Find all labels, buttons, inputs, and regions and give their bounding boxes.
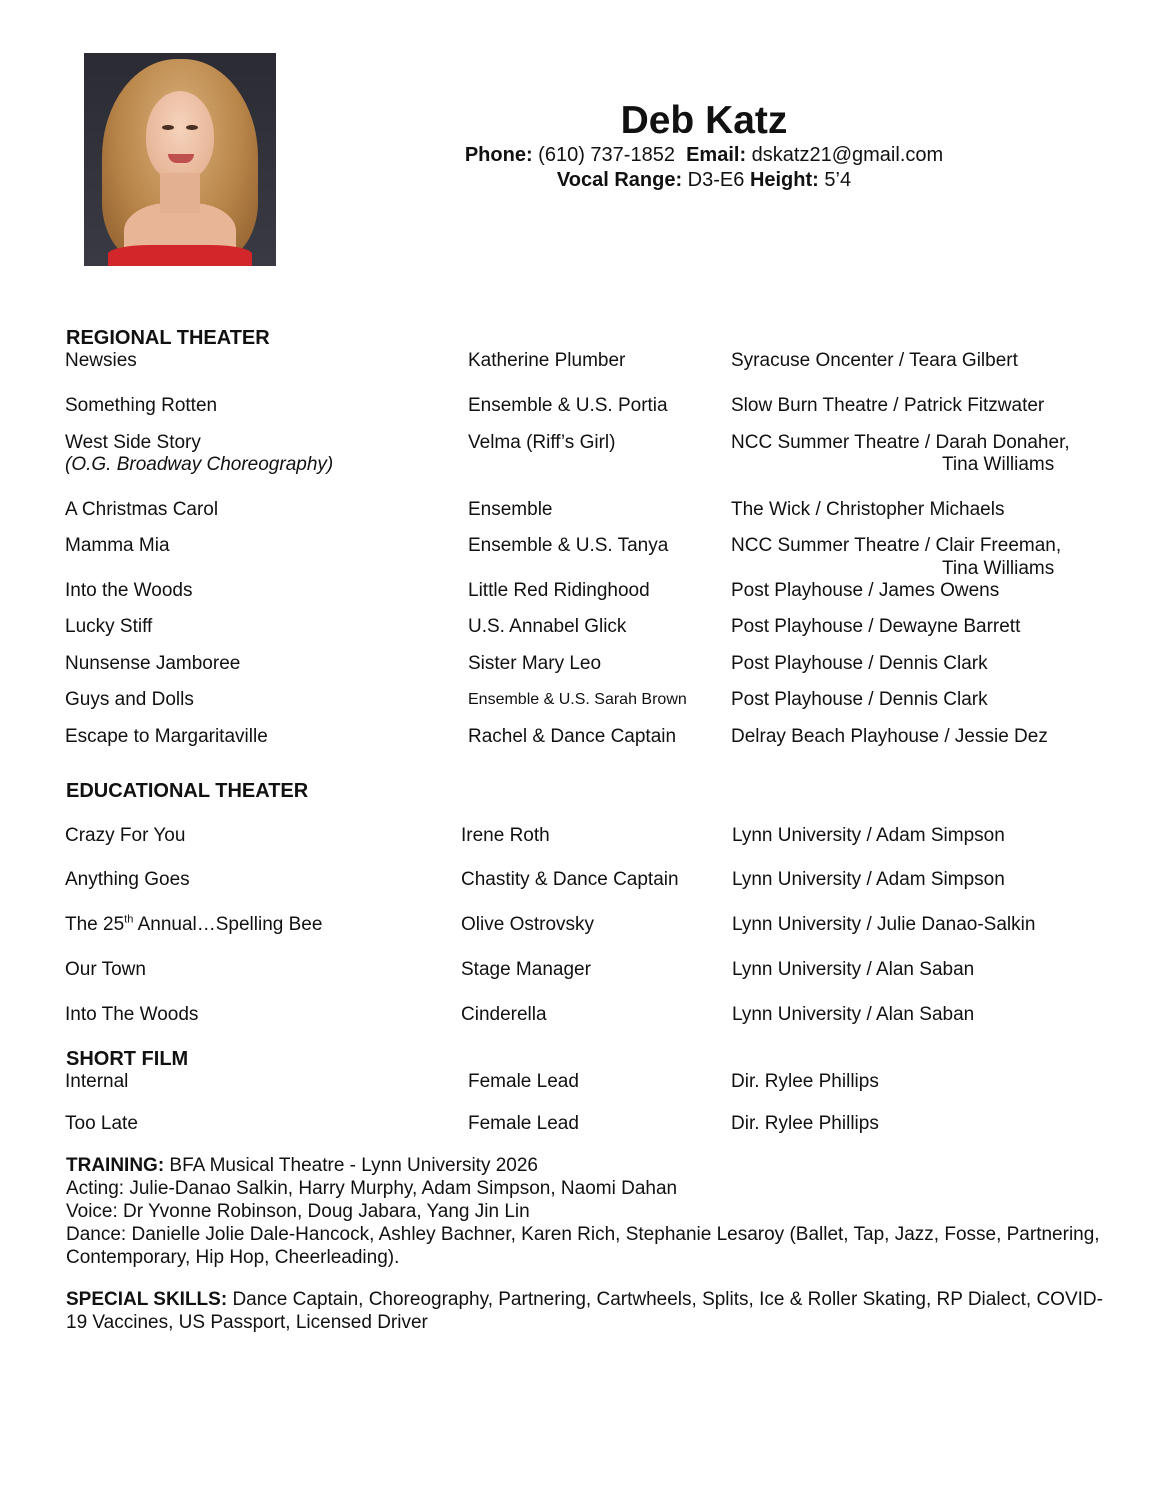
venue-director: NCC Summer Theatre / Clair Freeman, (731, 535, 1062, 556)
venue-director: Syracuse Oncenter / Teara Gilbert (731, 350, 1018, 371)
training-label: TRAINING: (66, 1155, 165, 1176)
role: Sister Mary Leo (468, 653, 602, 674)
special-skills-label: SPECIAL SKILLS: (66, 1289, 228, 1310)
height-value: 5’4 (824, 169, 852, 191)
show-title: Lucky Stiff (65, 616, 153, 637)
show-title: West Side Story (65, 432, 201, 453)
director: Dir. Rylee Phillips (731, 1113, 879, 1134)
venue-director: NCC Summer Theatre / Darah Donaher, (731, 432, 1070, 453)
venue-director: Post Playhouse / Dennis Clark (731, 689, 988, 710)
role: Velma (Riff’s Girl) (468, 432, 616, 453)
venue-director: Delray Beach Playhouse / Jessie Dez (731, 726, 1048, 747)
training-section (66, 1154, 1106, 1269)
venue-director-continued: Tina Williams (942, 454, 1055, 475)
regional-theater-heading: REGIONAL THEATER (66, 327, 270, 349)
stats-line (404, 168, 1004, 193)
venue-director: Lynn University / Adam Simpson (732, 825, 1005, 846)
show-title: Nunsense Jamboree (65, 653, 241, 674)
vocal-range-value: D3-E6 (687, 169, 745, 191)
headshot-photo (84, 53, 276, 266)
role: Female Lead (468, 1071, 579, 1092)
role: Cinderella (461, 1004, 547, 1025)
performer-name: Deb Katz (620, 99, 788, 142)
role: U.S. Annabel Glick (468, 616, 627, 637)
show-title: Into the Woods (65, 580, 193, 601)
show-note: (O.G. Broadway Choreography) (65, 454, 334, 475)
training-degree-line (66, 1154, 1106, 1177)
show-title: A Christmas Carol (65, 499, 219, 520)
vocal-range-label: Vocal Range: (556, 169, 683, 191)
show-title: Something Rotten (65, 395, 218, 416)
director: Dir. Rylee Phillips (731, 1071, 879, 1092)
training-acting: Acting: Julie-Danao Salkin, Harry Murphy, Adam Simpson, Naomi Dahan (66, 1178, 678, 1199)
show-title: Anything Goes (65, 869, 190, 890)
role: Katherine Plumber (468, 350, 626, 371)
training-voice: Voice: Dr Yvonne Robinson, Doug Jabara, Yang Jin Lin (66, 1201, 530, 1222)
show-title: Mamma Mia (65, 535, 170, 556)
phone-label: Phone: (464, 144, 533, 166)
venue-director: Post Playhouse / Dennis Clark (731, 653, 988, 674)
email-label: Email: (686, 144, 747, 166)
show-title: Guys and Dolls (65, 689, 194, 710)
phone-value: (610) 737-1852 (538, 144, 675, 166)
show-title: Crazy For You (65, 825, 186, 846)
role: Ensemble & U.S. Sarah Brown (468, 691, 687, 708)
role: Little Red Ridinghood (468, 580, 650, 601)
show-title: Into The Woods (65, 1004, 199, 1025)
venue-director: Post Playhouse / James Owens (731, 580, 1000, 601)
film-title: Too Late (65, 1113, 138, 1134)
role: Ensemble & U.S. Tanya (468, 535, 669, 556)
role: Female Lead (468, 1113, 579, 1134)
venue-director: Lynn University / Alan Saban (732, 1004, 975, 1025)
role: Stage Manager (461, 959, 591, 980)
training-degree: BFA Musical Theatre - Lynn University 2026 (164, 1155, 538, 1176)
show-title: The 25th Annual…Spelling Bee (65, 913, 323, 935)
show-title: Our Town (65, 959, 146, 980)
venue-director: Post Playhouse / Dewayne Barrett (731, 616, 1021, 637)
role: Irene Roth (461, 825, 550, 846)
role: Rachel & Dance Captain (468, 726, 677, 747)
contact-line (404, 143, 1004, 168)
venue-director: The Wick / Christopher Michaels (731, 499, 1005, 520)
show-title: Newsies (65, 350, 137, 371)
show-title: Escape to Margaritaville (65, 726, 268, 747)
venue-director: Lynn University / Julie Danao-Salkin (732, 914, 1036, 935)
training-dance: Dance: Danielle Jolie Dale-Hancock, Ashley Bachner, Karen Rich, Stephanie Lesaroy (Ballet, Tap, Jazz, Fosse, Partnering, Contemporary, Hip Hop, Cheerleading). (66, 1224, 1100, 1268)
short-film-heading: SHORT FILM (66, 1048, 189, 1070)
venue-director: Lynn University / Alan Saban (732, 959, 975, 980)
special-skills-section (66, 1288, 1106, 1334)
height-label: Height: (749, 169, 819, 191)
role: Ensemble (468, 499, 553, 520)
role: Ensemble & U.S. Portia (468, 395, 668, 416)
venue-director-continued: Tina Williams (942, 558, 1055, 579)
special-skills-text: Dance Captain, Choreography, Partnering, Cartwheels, Splits, Ice & Roller Skating, RP Dialect, COVID-19 Vaccines, US Passport, Licensed Driver (66, 1289, 1103, 1333)
role: Chastity & Dance Captain (461, 869, 679, 890)
email-value: dskatz21@gmail.com (751, 144, 944, 166)
role: Olive Ostrovsky (461, 914, 595, 935)
film-title: Internal (65, 1071, 129, 1092)
venue-director: Lynn University / Adam Simpson (732, 869, 1005, 890)
educational-theater-heading: EDUCATIONAL THEATER (66, 780, 309, 802)
venue-director: Slow Burn Theatre / Patrick Fitzwater (731, 395, 1045, 416)
